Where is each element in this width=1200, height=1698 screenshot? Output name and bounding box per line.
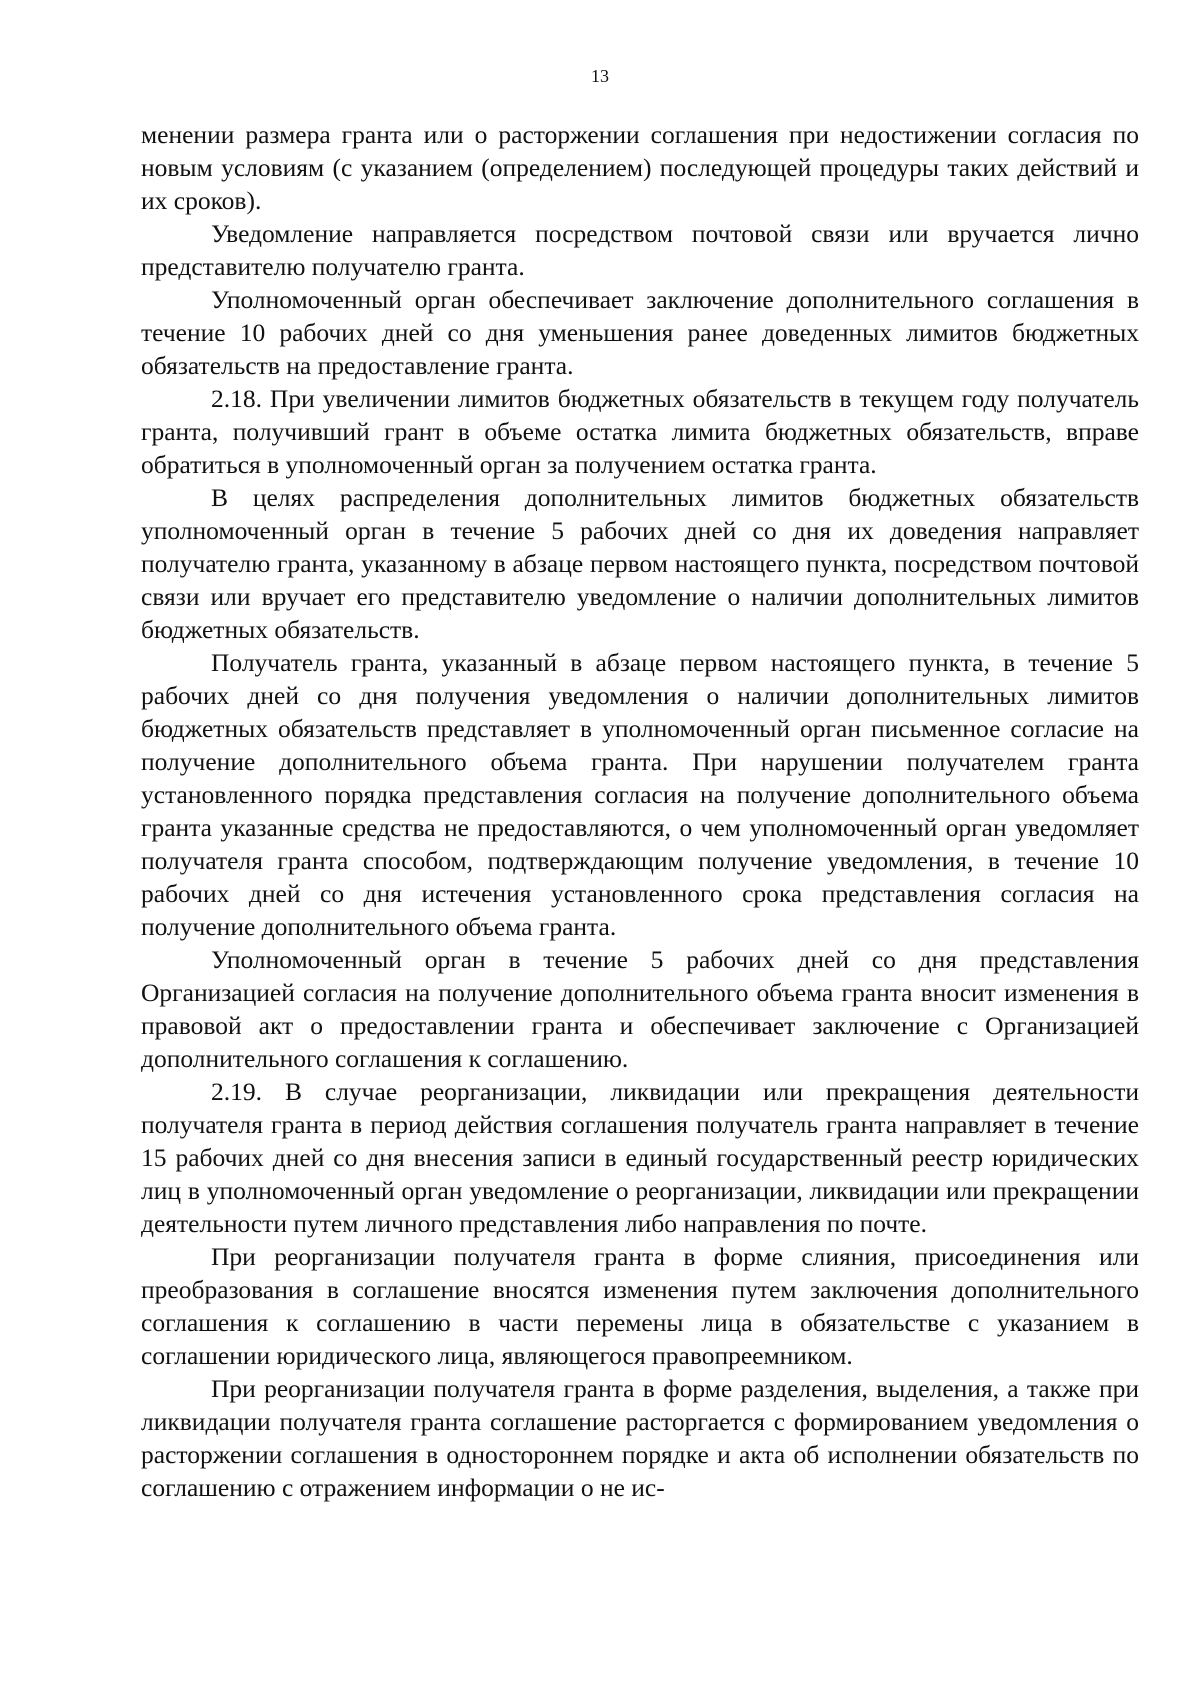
paragraph-5: В целях распределения дополнительных лимитов бюджетных обязательств уполномоченный орган в течение 5 рабочих дней со дня их доведения направляет получателю гранта, указанному в абзаце первом настоящего пункта, посредством почтовой связи или вручает его представителю уведомление о наличии дополнительных лимитов бюджетных обязательств. (141, 483, 1139, 644)
paragraph-9: При реорганизации получателя гранта в форме слияния, присоединения или преобразования в соглашение вносятся изменения путем заключения дополнительного соглашения к соглашению в части перемены лица в обязательстве с указанием в соглашении юридического лица, являющегося правопреемником. (141, 1242, 1139, 1370)
paragraph-3: Уполномоченный орган обеспечивает заключение дополнительного соглашения в течение 10 рабочих дней со дня уменьшения ранее доведенных лимитов бюджетных обязательств на предоставление гранта. (141, 285, 1139, 380)
paragraph-2: Уведомление направляется посредством почтовой связи или вручается лично представителю получателю гранта. (141, 219, 1139, 281)
paragraph-1: менении размера гранта или о расторжении соглашения при недостижении согласия по новым условиям (с указанием (определением) последующей процедуры таких действий и их сроков). (141, 120, 1139, 215)
paragraph-6: Получатель гранта, указанный в абзаце первом настоящего пункта, в течение 5 рабочих дней со дня получения уведомления о наличии дополнительных лимитов бюджетных обязательств представляет в уполномоченный орган письменное согласие на получение дополнительного объема гранта. При нарушении получателем гранта установленного порядка представления согласия на получение дополнительного объема гранта указанные средства не предоставляются, о чем уполномоченный орган уведомляет получателя гранта способом, подтверждающим получение уведомления, в течение 10 рабочих дней со дня истечения установленного срока представления согласия на получение дополнительного объема гранта. (141, 648, 1139, 941)
document-text-body (141, 118, 1139, 1504)
paragraph-7: Уполномоченный орган в течение 5 рабочих дней со дня представления Организацией согласия на получение дополнительного объема гранта вносит изменения в правовой акт о предоставлении гранта и обеспечивает заключение с Организацией дополнительного соглашения к соглашению. (141, 945, 1139, 1073)
paragraph-8-clause-2-19: 2.19. В случае реорганизации, ликвидации или прекращения деятельности получателя гранта в период действия соглашения получатель гранта направляет в течение 15 рабочих дней со дня внесения записи в единый государственный реестр юридических лиц в уполномоченный орган уведомление о реорганизации, ликвидации или прекращении деятельности путем личного представления либо направления по почте. (141, 1077, 1139, 1238)
paragraph-10: При реорганизации получателя гранта в форме разделения, выделения, а также при ликвидации получателя гранта соглашение расторгается с формированием уведомления о расторжении соглашения в одностороннем порядке и акта об исполнении обязательств по соглашению с отражением информации о не ис- (141, 1374, 1139, 1502)
page-number: 13 (591, 66, 609, 86)
paragraph-4-clause-2-18: 2.18. При увеличении лимитов бюджетных обязательств в текущем году получатель гранта, получивший грант в объеме остатка лимита бюджетных обязательств, вправе обратиться в уполномоченный орган за получением остатка гранта. (141, 384, 1139, 479)
